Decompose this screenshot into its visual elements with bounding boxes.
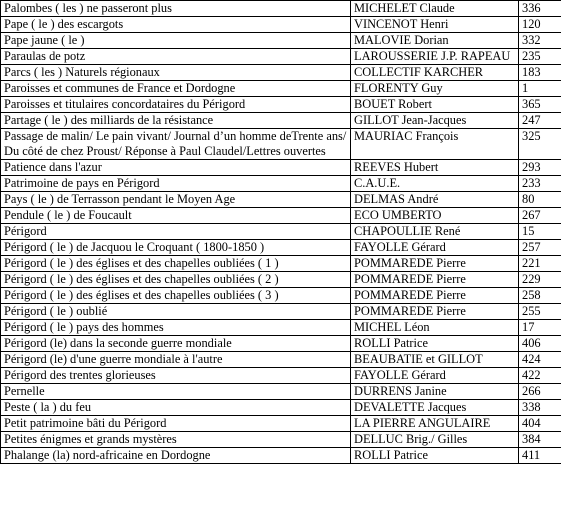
author-cell: DELLUC Brig./ Gilles [351, 432, 519, 448]
book-title-cell: Patrimoine de pays en Périgord [1, 176, 351, 192]
author-cell: CHAPOULLIE René [351, 224, 519, 240]
book-title-cell: Périgord ( le ) des églises et des chapelles oubliées ( 3 ) [1, 288, 351, 304]
book-title-cell: Petites énigmes et grands mystères [1, 432, 351, 448]
table-row [1, 33, 561, 49]
catalog-number-cell: 255 [519, 304, 561, 320]
book-title-cell: Phalange (la) nord-africaine en Dordogne [1, 448, 351, 464]
catalog-number-cell: 17 [519, 320, 561, 336]
book-title-cell: Périgord ( le ) des églises et des chapelles oubliées ( 2 ) [1, 272, 351, 288]
book-title-cell: Pays ( le ) de Terrasson pendant le Moyen Age [1, 192, 351, 208]
author-cell: FAYOLLE Gérard [351, 240, 519, 256]
author-cell: C.A.U.E. [351, 176, 519, 192]
book-title-cell: Périgord ( le ) des églises et des chapelles oubliées ( 1 ) [1, 256, 351, 272]
catalog-number-cell: 424 [519, 352, 561, 368]
book-title-cell: Périgord ( le ) pays des hommes [1, 320, 351, 336]
table-row [1, 49, 561, 65]
author-cell: LAROUSSERIE J.P. RAPEAU [351, 49, 519, 65]
table-row [1, 65, 561, 81]
table-row [1, 256, 561, 272]
catalog-number-cell: 411 [519, 448, 561, 464]
catalog-number-cell: 384 [519, 432, 561, 448]
table-row [1, 160, 561, 176]
catalog-number-cell: 257 [519, 240, 561, 256]
author-cell: BEAUBATIE et GILLOT [351, 352, 519, 368]
table-row [1, 432, 561, 448]
table-row [1, 352, 561, 368]
catalog-number-cell: 229 [519, 272, 561, 288]
table-row [1, 97, 561, 113]
table-row [1, 129, 561, 160]
catalog-body [1, 1, 561, 464]
book-title-cell: Paraulas de potz [1, 49, 351, 65]
book-title-cell: Paroisses et communes de France et Dordogne [1, 81, 351, 97]
table-row [1, 81, 561, 97]
book-title-cell: Périgord (le) d'une guerre mondiale à l'autre [1, 352, 351, 368]
table-row [1, 240, 561, 256]
catalog-number-cell: 338 [519, 400, 561, 416]
table-row [1, 224, 561, 240]
catalog-number-cell: 233 [519, 176, 561, 192]
table-row [1, 336, 561, 352]
catalog-number-cell: 266 [519, 384, 561, 400]
catalog-number-cell: 15 [519, 224, 561, 240]
author-cell: BOUET Robert [351, 97, 519, 113]
author-cell: ECO UMBERTO [351, 208, 519, 224]
catalog-number-cell: 247 [519, 113, 561, 129]
author-cell: POMMAREDE Pierre [351, 272, 519, 288]
author-cell: FAYOLLE Gérard [351, 368, 519, 384]
book-title-cell: Pape ( le ) des escargots [1, 17, 351, 33]
catalog-number-cell: 235 [519, 49, 561, 65]
book-title-cell: Périgord [1, 224, 351, 240]
book-title-cell: Pape jaune ( le ) [1, 33, 351, 49]
author-cell: POMMAREDE Pierre [351, 304, 519, 320]
catalog-number-cell: 183 [519, 65, 561, 81]
author-cell: POMMAREDE Pierre [351, 288, 519, 304]
catalog-number-cell: 365 [519, 97, 561, 113]
author-cell: LA PIERRE ANGULAIRE [351, 416, 519, 432]
catalog-number-cell: 267 [519, 208, 561, 224]
author-cell: DURRENS Janine [351, 384, 519, 400]
catalog-number-cell: 325 [519, 129, 561, 160]
book-title-cell: Paroisses et titulaires concordataires du Périgord [1, 97, 351, 113]
book-title-cell: Palombes ( les ) ne passeront plus [1, 1, 351, 17]
table-row [1, 384, 561, 400]
catalog-number-cell: 120 [519, 17, 561, 33]
book-title-cell: Périgord (le) dans la seconde guerre mondiale [1, 336, 351, 352]
catalog-number-cell: 80 [519, 192, 561, 208]
table-row [1, 176, 561, 192]
table-row [1, 304, 561, 320]
author-cell: MICHELET Claude [351, 1, 519, 17]
author-cell: MAURIAC François [351, 129, 519, 160]
author-cell: MICHEL Léon [351, 320, 519, 336]
table-row [1, 320, 561, 336]
table-row [1, 416, 561, 432]
book-title-cell: Périgord ( le ) oublié [1, 304, 351, 320]
book-title-cell: Partage ( le ) des milliards de la résistance [1, 113, 351, 129]
book-title-cell: Pernelle [1, 384, 351, 400]
table-row [1, 192, 561, 208]
book-title-cell: Pendule ( le ) de Foucault [1, 208, 351, 224]
author-cell: DEVALETTE Jacques [351, 400, 519, 416]
catalog-number-cell: 293 [519, 160, 561, 176]
book-title-cell: Parcs ( les ) Naturels régionaux [1, 65, 351, 81]
author-cell: REEVES Hubert [351, 160, 519, 176]
book-title-cell: Périgord ( le ) de Jacquou le Croquant ( 1800-1850 ) [1, 240, 351, 256]
table-row [1, 272, 561, 288]
catalog-number-cell: 221 [519, 256, 561, 272]
table-row [1, 208, 561, 224]
author-cell: DELMAS André [351, 192, 519, 208]
table-row [1, 368, 561, 384]
catalog-number-cell: 336 [519, 1, 561, 17]
author-cell: VINCENOT Henri [351, 17, 519, 33]
table-row [1, 17, 561, 33]
catalog-number-cell: 406 [519, 336, 561, 352]
author-cell: ROLLI Patrice [351, 336, 519, 352]
book-title-cell: Patience dans l'azur [1, 160, 351, 176]
book-title-cell: Périgord des trentes glorieuses [1, 368, 351, 384]
author-cell: MALOVIE Dorian [351, 33, 519, 49]
catalog-number-cell: 258 [519, 288, 561, 304]
table-row [1, 448, 561, 464]
table-row [1, 288, 561, 304]
catalog-number-cell: 332 [519, 33, 561, 49]
catalog-number-cell: 1 [519, 81, 561, 97]
author-cell: FLORENTY Guy [351, 81, 519, 97]
table-row [1, 400, 561, 416]
catalog-number-cell: 422 [519, 368, 561, 384]
book-title-cell: Peste ( la ) du feu [1, 400, 351, 416]
catalog-number-cell: 404 [519, 416, 561, 432]
table-row [1, 1, 561, 17]
author-cell: GILLOT Jean-Jacques [351, 113, 519, 129]
book-title-cell: Passage de malin/ Le pain vivant/ Journal d’un homme deTrente ans/ Du côté de chez Proust/ Réponse à Paul Claudel/Lettres ouvertes [1, 129, 351, 160]
author-cell: POMMAREDE Pierre [351, 256, 519, 272]
table-row [1, 113, 561, 129]
book-title-cell: Petit patrimoine bâti du Périgord [1, 416, 351, 432]
author-cell: COLLECTIF KARCHER [351, 65, 519, 81]
author-cell: ROLLI Patrice [351, 448, 519, 464]
